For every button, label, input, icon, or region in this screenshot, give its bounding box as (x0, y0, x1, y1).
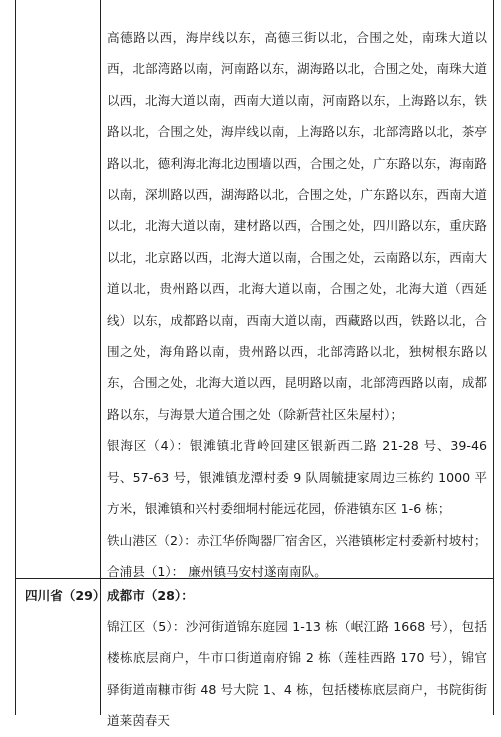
paragraph-jinjiang-district: 锦江区（5）：沙河街道锦东庭园 1-13 栋（岷江路 1668 号），包括楼栋底层商户，牛市口街道南府锦 2 栋（莲桂西路 170 号），锦官驿街道南糠市街 48 号大院 1、4 栋，包括楼栋底层商户，书院街街道莱茵春天 (107, 619, 487, 729)
table-border-left (15, 0, 16, 715)
paragraph-tieshangang-district: 铁山港区（2）：赤江华侨陶器厂宿舍区，兴港镇彬定村委新村坡村； (107, 532, 487, 548)
paragraph-haicheng-areas: 高德路以西，海岸线以东，高德三街以北，合围之处，南珠大道以西，北部湾路以南，河南路以东，湖海路以北，合围之处，南珠大道以西，北海大道以南，西南大道以南，河南路以东，上海路以东，铁路以北，合围之处，海岸线以南，上海路以东，北部湾路以北，茶亭路以北，德利海北海北边围墙以西，合围之处，广东路以东，海南路以南，深圳路以西，湖海路以北，合围之处，广东路以东，西南大道以北，北海大道以南，建材路以西，合围之处，四川路以东，重庆路以北，北京路以西，北海大道以南，合围之处，云南路以东，西南大道以北，贵州路以西，北海大道以南，合围之处，北海大道（西延线）以东，成都路以南，西南大道以南，西藏路以西，铁路以北，合围之处，海角路以南，贵州路以西，北部湾路以北，独树根东路以东，合围之处，北海大道以西，昆明路以南，北部湾西路以南，成都路以东，与海景大道合围之处（除新营社区朱屋村）； (107, 30, 487, 422)
table-border-right (493, 0, 494, 715)
district-list-lower (107, 611, 487, 737)
district-list-upper (107, 22, 487, 587)
city-label: 成都市（28）： (107, 588, 194, 603)
province-label: 四川省（29） (25, 588, 106, 603)
paragraph-hepu-county: 合浦县（1）： 廉州镇马安村遂南南队。 (107, 563, 327, 579)
paragraph-yinhai-district: 银海区（4）：银滩镇北背岭回建区银新西二路 21-28 号、39-46 号、57-63 号，银滩镇龙潭村委 9 队周毓捷家周边三栋约 1000 平方米，银滩镇和兴村委细垌村能远花园，侨港镇东区 1-6 栋； (107, 438, 487, 517)
